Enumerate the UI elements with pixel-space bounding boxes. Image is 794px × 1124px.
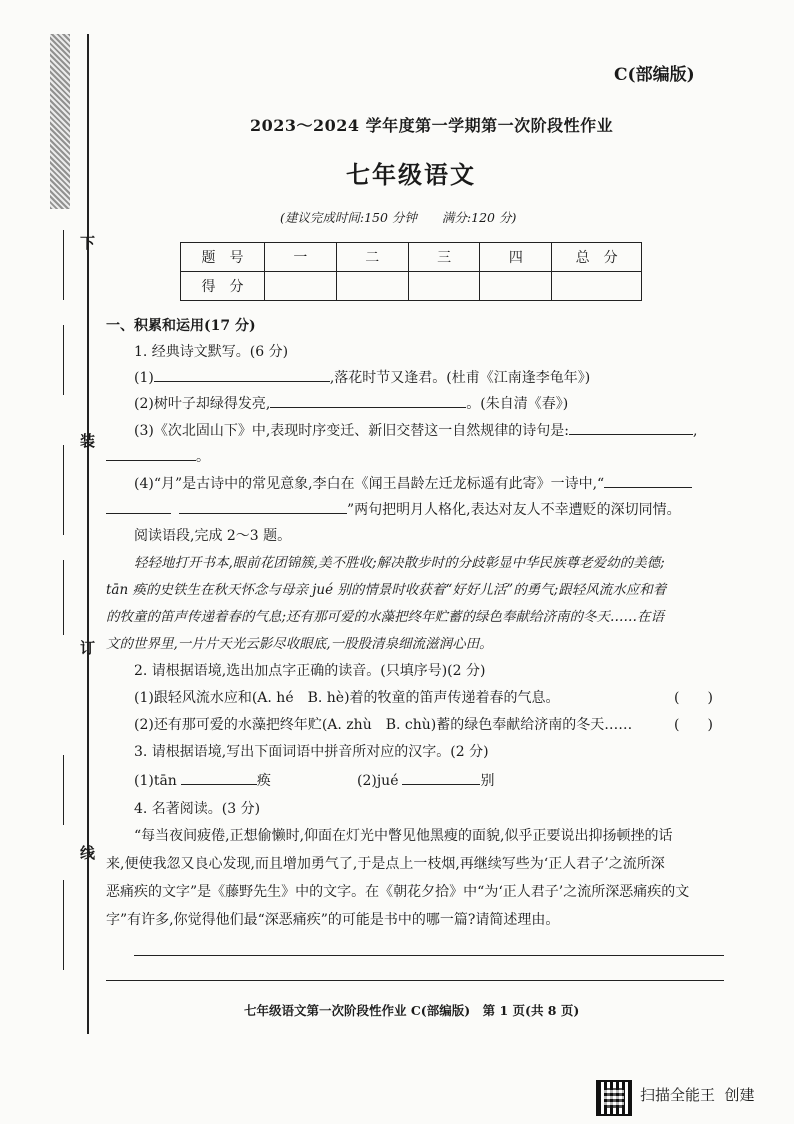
binding-char-xia: 下 — [80, 234, 96, 252]
score-table — [180, 242, 642, 301]
q4-text-line-3: 恶痛疾的文字”是《藤野先生》中的文字。在《朝花夕拾》中“为‘正人君子’之流所深恶痛疾的文 — [106, 884, 690, 900]
answer-blank[interactable] — [154, 367, 330, 382]
q1-part1-text: ,落花时节又逢君。(杜甫《江南逢李龟年》) — [329, 370, 591, 386]
section-heading: 一、积累和运用(17 分) — [106, 318, 256, 334]
binding-bracket-2 — [63, 325, 64, 395]
passage-line-2: tān 痪的史铁生在秋天怀念与母亲 jué 别的情景时收获着“好好儿活”的勇气;跟轻风流水应和着 — [106, 582, 667, 598]
question-2-title: 2. 请根据语境,选出加点字正确的读音。(只填序号)(2 分) — [134, 663, 486, 679]
binding-char-xian: 线 — [80, 844, 96, 862]
answer-line-1[interactable] — [134, 955, 724, 956]
q1-part4-text: (4)“月”是古诗中的常见意象,李白在《闻王昌龄左迁龙标遥有此寄》一诗中,“ — [134, 476, 605, 492]
score-table-score-row — [181, 272, 642, 301]
binding-bracket-5 — [63, 755, 64, 825]
q2-item-1: (1)跟轻风流水应和(A. hé B. hè)着的牧童的笛声传递着春的气息。 — [134, 690, 560, 706]
reading-intro: 阅读语段,完成 2～3 题。 — [134, 528, 292, 544]
q4-text-line-2: 来,便使我忽又良心发现,而且增加勇气了,于是点上一枝烟,再继续写些为‘正人君子’之流所深 — [106, 856, 665, 872]
q1-part2-source: 。(朱自清《春》) — [466, 396, 569, 412]
binding-char-zhuang: 装 — [80, 432, 96, 450]
qr-code-icon — [596, 1080, 632, 1116]
exam-title: 2023～2024 学年度第一学期第一次阶段性作业 — [250, 116, 614, 135]
question-3-title: 3. 请根据语境,写出下面词语中拼音所对应的汉字。(2 分) — [134, 744, 489, 760]
question-4-title: 4. 名著阅读。(3 分) — [134, 801, 261, 817]
question-1-title: 1. 经典诗文默写。(6 分) — [134, 344, 289, 360]
binding-line-main — [87, 34, 89, 1034]
table-cell: 题 号 — [181, 243, 265, 272]
q1-part3-end: 。 — [196, 449, 210, 465]
score-input-cell[interactable] — [552, 272, 642, 301]
score-input-cell[interactable] — [408, 272, 480, 301]
subject-title: 七年级语文 — [346, 160, 476, 189]
q3-item-1 — [134, 770, 271, 790]
answer-blank[interactable] — [402, 770, 480, 785]
answer-blank[interactable] — [179, 499, 347, 514]
answer-blank[interactable] — [106, 446, 196, 461]
q4-text-line-4: 字”有许多,你觉得他们最“深恶痛疾”的可能是书中的哪一篇?请简述理由。 — [106, 912, 560, 928]
answer-blank[interactable] — [106, 499, 171, 514]
binding-bracket-1 — [63, 230, 64, 300]
q3-item-1-pinyin: (1)tān — [134, 773, 177, 789]
q1-part4-cont — [106, 499, 681, 519]
q3-item-2-pinyin: (2)jué — [357, 773, 399, 789]
table-cell: 总 分 — [552, 243, 642, 272]
q1-part3 — [134, 420, 697, 440]
q1-part3-comma: , — [693, 423, 698, 439]
score-table-header-row — [181, 243, 642, 272]
q2-answer-paren-1[interactable]: ( ) — [674, 690, 713, 706]
q2-item-2: (2)还有那可爱的水藻把终年贮(A. zhù B. chù)蓄的绿色奉献给济南的冬天…… — [134, 717, 633, 733]
binding-bracket-6 — [63, 880, 64, 970]
q3-item-1-char: 痪 — [256, 773, 271, 789]
score-input-cell[interactable] — [336, 272, 408, 301]
q1-part1-number: (1) — [134, 370, 154, 386]
scan-binding-strip — [50, 34, 70, 209]
answer-blank[interactable] — [181, 770, 257, 785]
binding-bracket-4 — [63, 560, 64, 635]
q1-part4-end: ”两句把明月人格化,表达对友人不幸遭贬的深切同情。 — [347, 502, 681, 518]
q3-item-2-char: 别 — [480, 773, 495, 789]
q4-text-line-1: “每当夜间疲倦,正想偷懒时,仰面在灯光中瞥见他黑瘦的面貌,似乎正要说出抑扬顿挫的话 — [134, 828, 673, 844]
answer-line-2[interactable] — [106, 980, 724, 981]
answer-blank[interactable] — [604, 473, 692, 488]
scanner-watermark: 扫描全能王 创建 — [640, 1086, 755, 1104]
time-info: (建议完成时间:150 分钟 满分:120 分) — [280, 210, 517, 225]
answer-blank[interactable] — [569, 420, 693, 435]
edition-label: C(部编版) — [614, 65, 695, 85]
passage-line-4: 文的世界里,一片片天光云影尽收眼底,一股股清泉细流滋润心田。 — [106, 636, 493, 652]
table-cell: 二 — [336, 243, 408, 272]
q1-part4 — [134, 473, 692, 493]
q1-part2 — [134, 393, 568, 413]
q1-part3-text: (3)《次北固山下》中,表现时序变迁、新旧交替这一自然规律的诗句是: — [134, 423, 569, 439]
table-cell: 三 — [408, 243, 480, 272]
score-input-cell[interactable] — [264, 272, 336, 301]
passage-line-3: 的牧童的笛声传递着春的气息;还有那可爱的水藻把终年贮蓄的绿色奉献给济南的冬天……在语 — [106, 609, 665, 625]
passage-line-1: 轻轻地打开书本,眼前花团锦簇,美不胜收;解决散步时的分歧彰显中华民族尊老爱幼的美德; — [134, 555, 665, 571]
q1-part2-text: (2)树叶子却绿得发亮, — [134, 396, 271, 412]
binding-char-ding: 订 — [80, 639, 96, 657]
score-input-cell[interactable] — [480, 272, 552, 301]
q1-part3-cont — [106, 446, 210, 466]
table-cell: 四 — [480, 243, 552, 272]
answer-blank[interactable] — [270, 393, 466, 408]
q2-answer-paren-2[interactable]: ( ) — [674, 717, 713, 733]
page-footer: 七年级语文第一次阶段性作业 C(部编版) 第 1 页(共 8 页) — [244, 1003, 580, 1018]
binding-bracket-3 — [63, 445, 64, 535]
table-cell: 得 分 — [181, 272, 265, 301]
q1-part1 — [134, 367, 590, 387]
table-cell: 一 — [264, 243, 336, 272]
q3-item-2 — [357, 770, 494, 790]
